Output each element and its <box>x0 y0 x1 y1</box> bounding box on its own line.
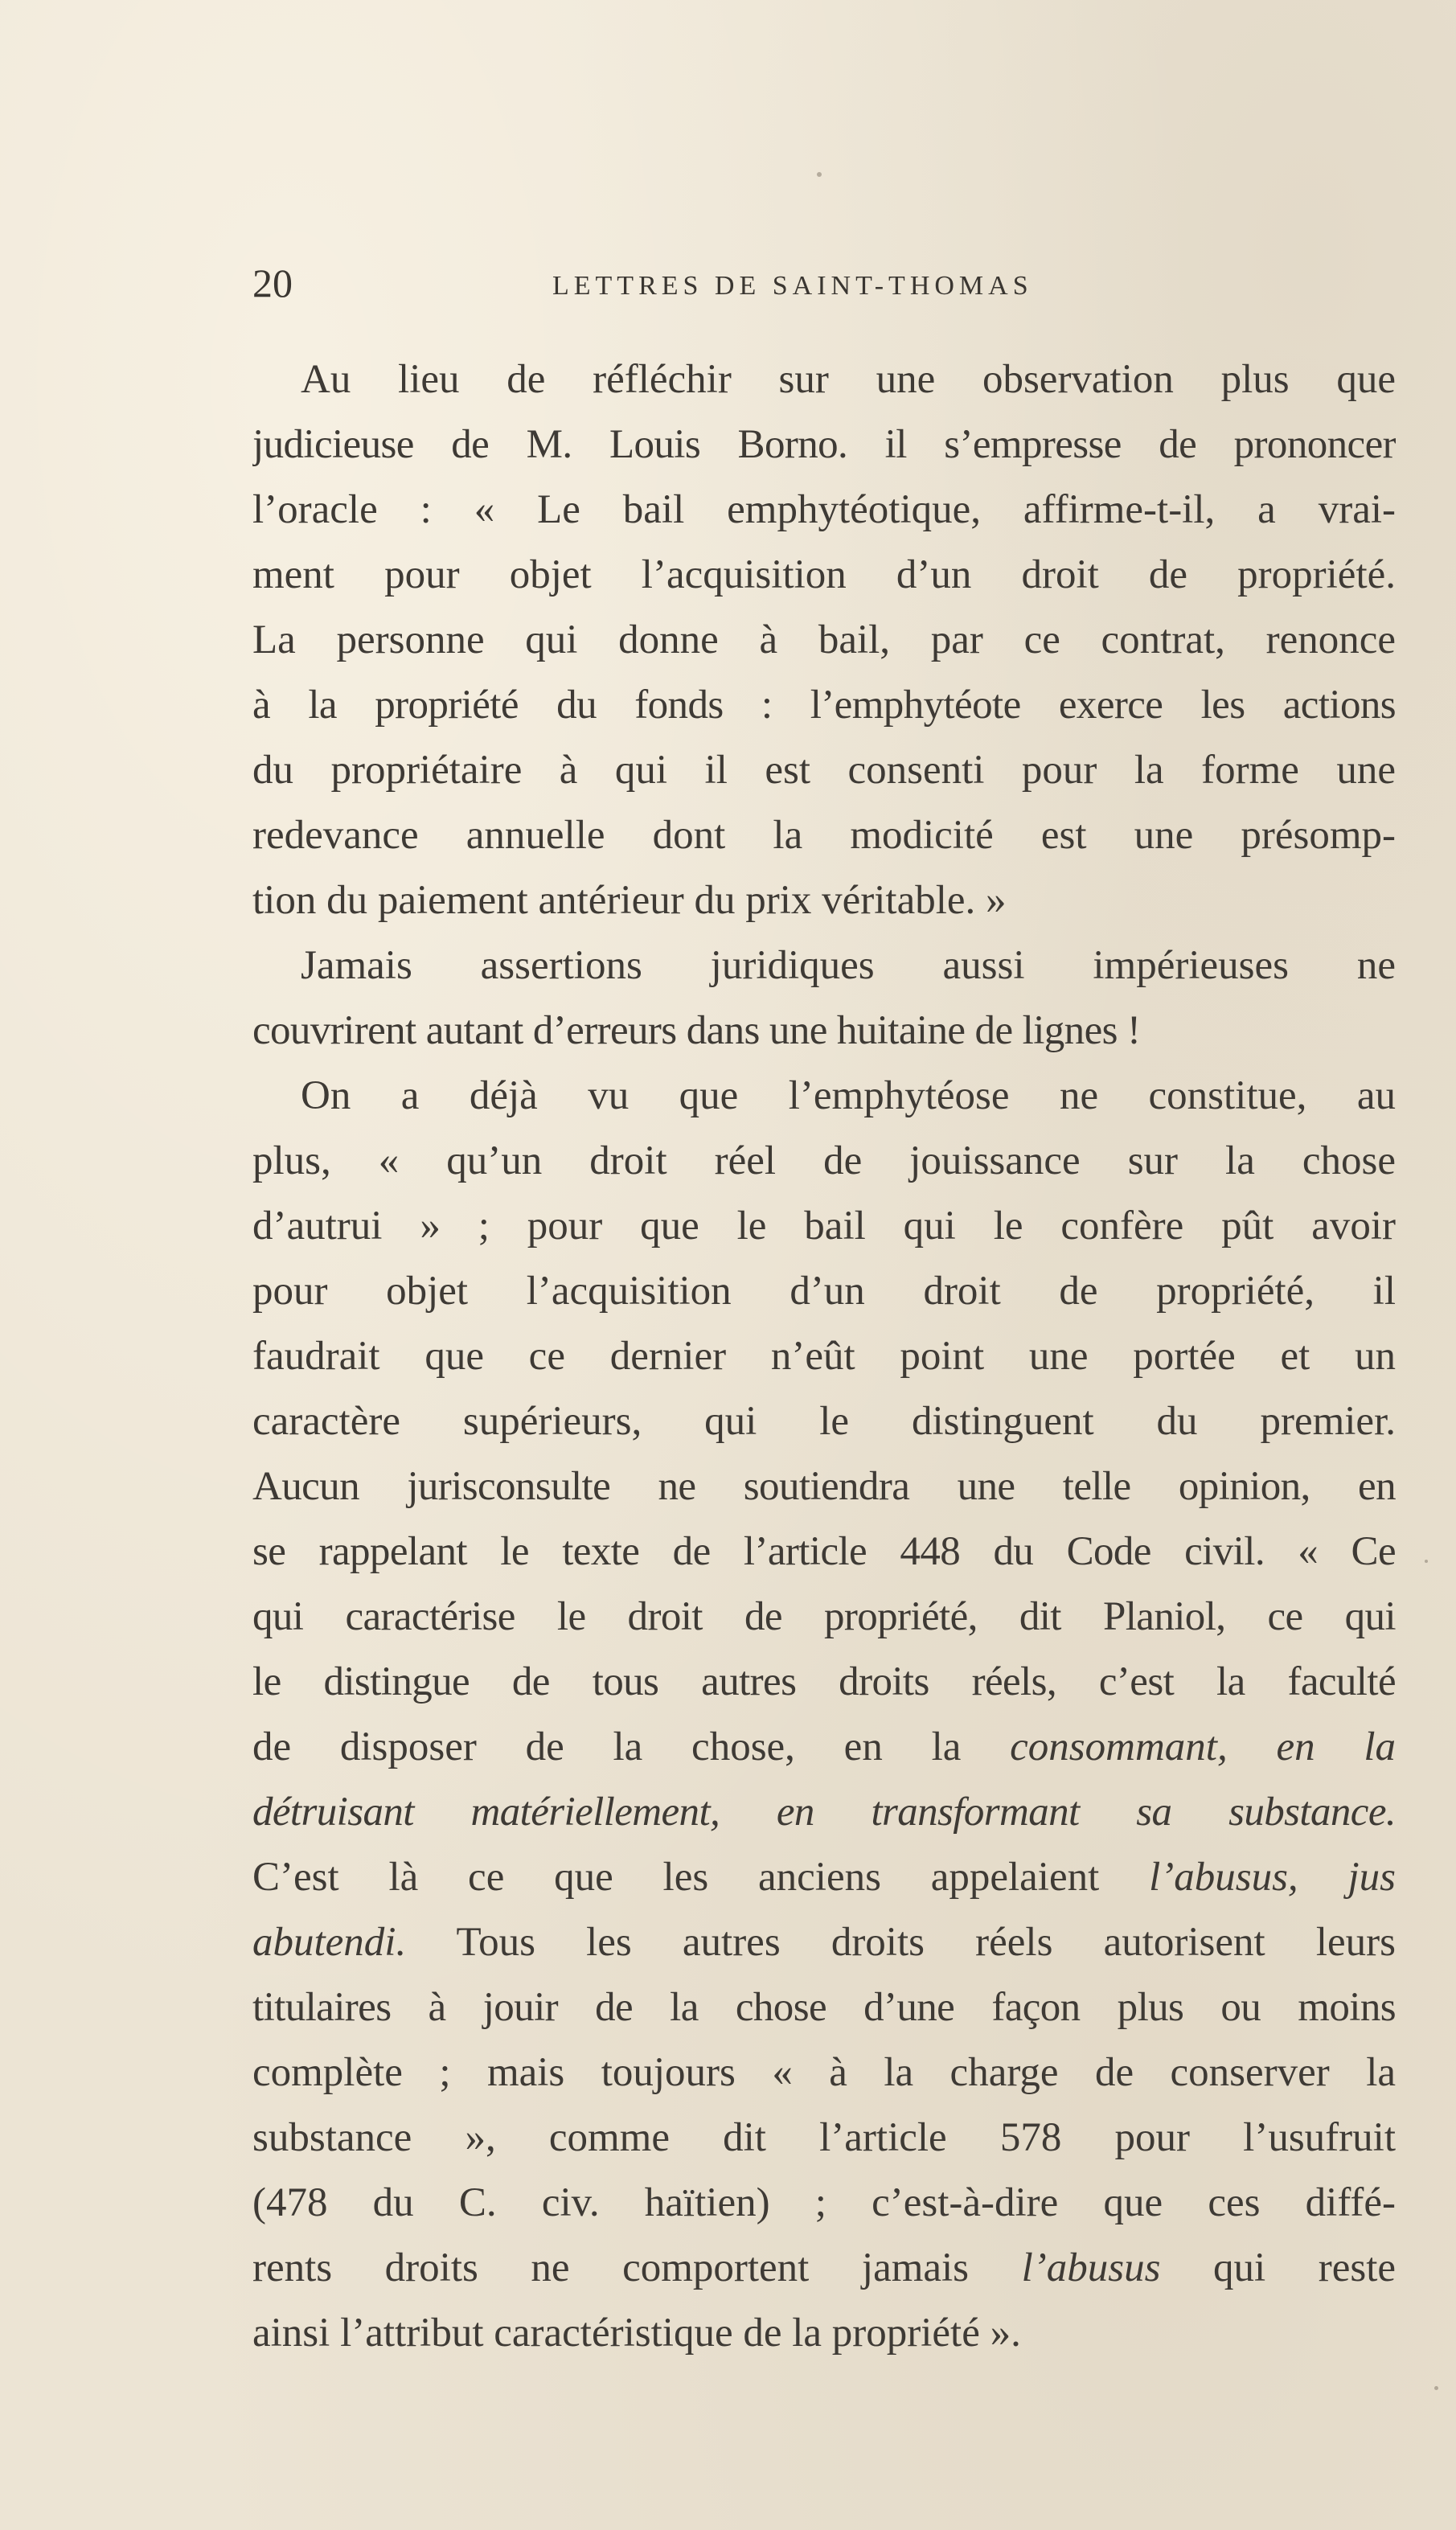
text-line: La personne qui donne à bail, par ce contrat, renonce <box>252 617 1396 662</box>
text-run: Tous les autres droits réels autorisent leurs <box>456 1920 1396 1965</box>
text-run: rents droits ne comportent jamais <box>252 2245 970 2290</box>
text-line: faudrait que ce dernier n’eût point une portée et un <box>252 1334 1396 1379</box>
text-line: qui caractérise le droit de propriété, dit Planiol, ce qui <box>252 1594 1396 1639</box>
text-line: plus, « qu’un droit réel de jouissance sur la chose <box>252 1138 1396 1183</box>
text-line <box>252 1910 1396 1975</box>
text-run: C’est là ce que les anciens appelaient <box>252 1855 1100 1900</box>
text-line: caractère supérieurs, qui le distinguent du premier. <box>252 1399 1396 1444</box>
text-line <box>252 1715 1396 1780</box>
page-number: 20 <box>252 260 293 305</box>
running-title: LETTRES DE SAINT-THOMAS <box>552 271 1033 301</box>
text-line <box>252 1845 1396 1910</box>
italic-run: l’abusus, jus <box>1149 1855 1396 1900</box>
text-line: judicieuse de M. Louis Borno. il s’empresse de prononcer <box>252 422 1396 467</box>
text-line: détruisant matériellement, en transformant sa substance. <box>252 1790 1396 1835</box>
text-line: (478 du C. civ. haïtien) ; c’est-à-dire que ces diffé- <box>252 2180 1396 2225</box>
text-run: qui reste <box>1213 2245 1396 2290</box>
text-line: l’oracle : « Le bail emphytéotique, affirme-t-il, a vrai- <box>252 487 1396 532</box>
text-line: du propriétaire à qui il est consenti pour la forme une <box>252 748 1396 793</box>
italic-run: l’abusus <box>1021 2245 1161 2290</box>
text-line: pour objet l’acquisition d’un droit de propriété, il <box>252 1269 1396 1314</box>
text-line: se rappelant le texte de l’article 448 du Code civil. « Ce <box>252 1529 1396 1574</box>
paper-speck <box>1434 2386 1438 2390</box>
text-line: On a déjà vu que l’emphytéose ne constitue, au <box>301 1073 1396 1118</box>
body-text <box>252 347 1396 2366</box>
text-line: à la propriété du fonds : l’emphytéote exerce les actions <box>252 683 1396 728</box>
text-run: de disposer de la chose, en la <box>252 1724 962 1769</box>
text-line: Jamais assertions juridiques aussi impérieuses ne <box>301 943 1396 988</box>
text-line: complète ; mais toujours « à la charge de conserver la <box>252 2050 1396 2095</box>
text-line: substance », comme dit l’article 578 pour l’usufruit <box>252 2115 1396 2160</box>
text-line: d’autrui » ; pour que le bail qui le confère pût avoir <box>252 1203 1396 1249</box>
text-line: le distingue de tous autres droits réels, c’est la faculté <box>252 1659 1396 1704</box>
text-line: ment pour objet l’acquisition d’un droit de propriété. <box>252 552 1396 597</box>
text-line: tion du paiement antérieur du prix véritable. » <box>252 878 1007 923</box>
text-line: ainsi l’attribut caractéristique de la propriété ». <box>252 2311 1021 2356</box>
italic-run: consommant, en la <box>1010 1724 1396 1769</box>
paper-speck <box>1425 1560 1428 1563</box>
italic-run: abutendi. <box>252 1920 407 1965</box>
running-head <box>252 259 1396 307</box>
text-line: titulaires à jouir de la chose d’une façon plus ou moins <box>252 1985 1396 2030</box>
text-line: couvrirent autant d’erreurs dans une huitaine de lignes ! <box>252 1008 1141 1053</box>
text-line: Aucun jurisconsulte ne soutiendra une telle opinion, en <box>252 1464 1396 1509</box>
text-line: Au lieu de réfléchir sur une observation plus que <box>301 357 1396 402</box>
paper-speck <box>817 172 822 177</box>
text-line <box>252 2236 1396 2301</box>
text-line: redevance annuelle dont la modicité est une présomp- <box>252 813 1396 858</box>
